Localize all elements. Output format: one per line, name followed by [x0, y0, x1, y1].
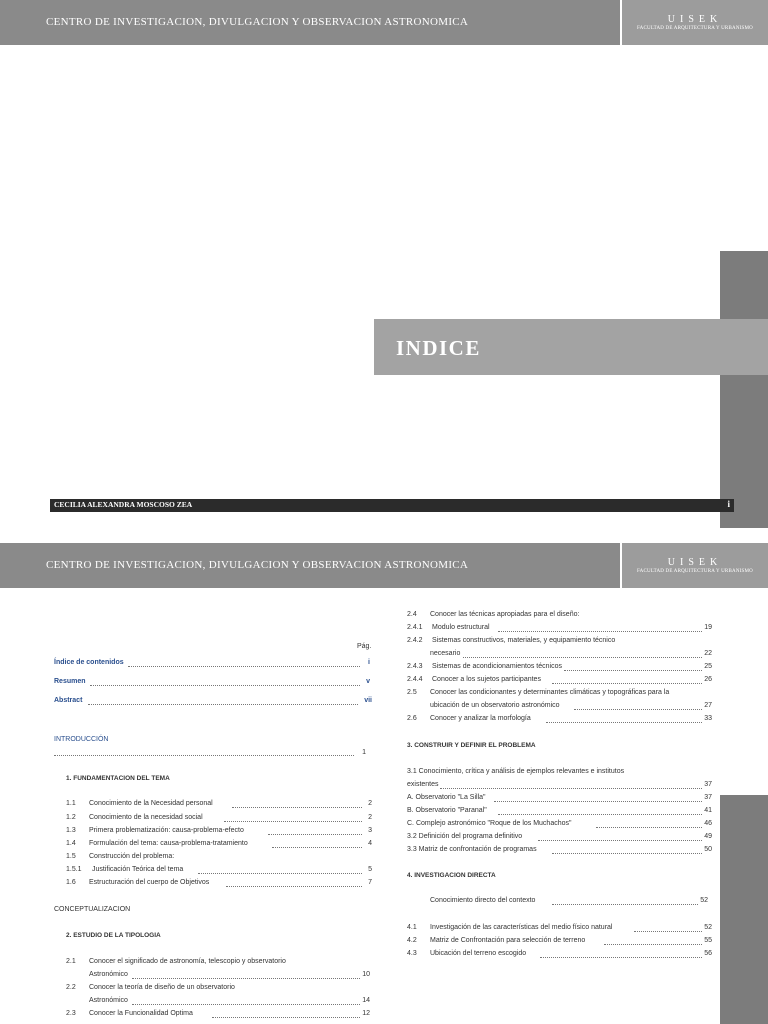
- toc-entry-indice[interactable]: [54, 659, 124, 666]
- toc-label: Índice de contenidos: [54, 659, 124, 666]
- toc-entry-introduccion[interactable]: [54, 736, 108, 743]
- toc-page: 46: [704, 820, 712, 827]
- toc-label: Primera problematización: causa-problema-efecto: [89, 827, 244, 834]
- toc-label: Ubicación del terreno escogido: [430, 950, 527, 957]
- toc-page: 33: [704, 715, 712, 722]
- logo-subtitle: FACULTAD DE ARQUITECTURA Y URBANISMO: [637, 26, 753, 31]
- toc-label: A. Observatorio "La Silla": [407, 794, 486, 801]
- toc-num: 2.2: [66, 984, 76, 991]
- toc-page: 12: [362, 1010, 370, 1017]
- toc-num: 2.4.3: [407, 663, 423, 670]
- toc-page: 2: [368, 800, 372, 807]
- toc-label: INTRODUCCIÓN: [54, 736, 109, 743]
- logo-text: UISEK: [667, 14, 723, 25]
- toc-page: 41: [704, 807, 712, 814]
- toc-page: 52: [700, 897, 708, 904]
- toc-label: Conocer la Funcionalidad Optima: [89, 1010, 193, 1017]
- toc-num: 2.3: [66, 1010, 76, 1017]
- toc-leader: [132, 1004, 360, 1005]
- toc-num: 1.3: [66, 827, 76, 834]
- toc-page: 56: [704, 950, 712, 957]
- toc-label: Conocimiento de la Necesidad personal: [89, 800, 213, 807]
- toc-label: Resumen: [54, 678, 86, 685]
- toc-leader: [90, 685, 360, 686]
- toc-page: 50: [704, 846, 712, 853]
- toc-label: Conocer y analizar la morfología: [430, 715, 531, 722]
- toc-page: 25: [704, 663, 712, 670]
- header-title: CENTRO DE INVESTIGACION, DIVULGACION Y OBSERVACION ASTRONOMICA: [46, 559, 469, 571]
- toc-leader: [494, 801, 702, 802]
- toc-num: 2.5: [407, 689, 417, 696]
- toc-label: 3.3 Matriz de confrontación de programas: [407, 846, 537, 853]
- toc-page: v: [366, 678, 370, 685]
- section-heading-4: 4. INVESTIGACION DIRECTA: [407, 872, 496, 879]
- toc-leader: [546, 722, 702, 723]
- logo-text: UISEK: [667, 557, 723, 568]
- toc-leader: [226, 886, 362, 887]
- toc-leader: [498, 814, 702, 815]
- toc-num: 4.3: [407, 950, 417, 957]
- toc-num: 2.4: [407, 611, 417, 618]
- toc-label: Conocer a los sujetos participantes: [432, 676, 541, 683]
- toc-leader: [224, 821, 362, 822]
- pag-label: Pág.: [357, 643, 372, 650]
- section-title: INDICE: [396, 336, 481, 360]
- toc-label: Construcción del problema:: [89, 853, 175, 860]
- toc-leader: [498, 631, 702, 632]
- toc-label: Conocer las condicionantes y determinantes climáticas y topográficas para la: [430, 689, 670, 696]
- toc-leader: [128, 666, 360, 667]
- toc-label: Formulación del tema: causa-problema-tratamiento: [89, 840, 248, 847]
- toc-page: 22: [704, 650, 712, 657]
- toc-entry-abstract[interactable]: [54, 697, 82, 704]
- toc-label: 3.2 Definición del programa definitivo: [407, 833, 523, 840]
- toc-leader: [564, 670, 702, 671]
- toc-page: 5: [368, 866, 372, 873]
- toc-label: 3.1 Conocimiento, crítica y análisis de ejemplos relevantes e institutos: [407, 768, 625, 775]
- section-heading-2: 2. ESTUDIO DE LA TIPOLOGIA: [66, 932, 161, 939]
- toc-page: 19: [704, 624, 712, 631]
- page-number: i: [727, 499, 730, 509]
- toc-num: 1.6: [66, 879, 76, 886]
- toc-num: 2.4.2: [407, 637, 423, 644]
- toc-page: 52: [704, 924, 712, 931]
- toc-label: Conocimiento directo del contexto: [430, 897, 536, 904]
- toc-label-cont: necesario: [430, 650, 461, 657]
- toc-label: Conocimiento de la necesidad social: [89, 814, 203, 821]
- toc-num: 1.2: [66, 814, 76, 821]
- toc-leader: [552, 683, 702, 684]
- toc-leader: [552, 904, 698, 905]
- toc-num: 1.5.1: [66, 866, 82, 873]
- toc-num: 1.4: [66, 840, 76, 847]
- toc-leader: [54, 755, 354, 756]
- toc-label: Modulo estructural: [432, 624, 490, 631]
- toc-label: Sistemas de acondicionamientos técnicos: [432, 663, 562, 670]
- toc-page: 49: [704, 833, 712, 840]
- toc-leader: [440, 788, 702, 789]
- toc-label: C. Complejo astronómico "Roque de los Muchachos": [407, 820, 572, 827]
- toc-page: 26: [704, 676, 712, 683]
- toc-label: Justificación Teórica del tema: [92, 866, 184, 873]
- toc-leader: [596, 827, 702, 828]
- toc-leader: [634, 931, 702, 932]
- toc-leader: [538, 840, 702, 841]
- toc-label-cont: ubicación de un observatorio astronómico: [430, 702, 560, 709]
- toc-num: 2.4.1: [407, 624, 423, 631]
- logo-subtitle: FACULTAD DE ARQUITECTURA Y URBANISMO: [637, 569, 753, 574]
- toc-page: 14: [362, 997, 370, 1004]
- toc-leader: [574, 709, 702, 710]
- toc-label: Abstract: [54, 697, 83, 704]
- conceptualizacion-heading: CONCEPTUALIZACION: [54, 906, 131, 913]
- toc-page: 7: [368, 879, 372, 886]
- toc-label: B. Observatorio "Paranal": [407, 807, 487, 814]
- toc-num: 4.2: [407, 937, 417, 944]
- toc-page: 2: [368, 814, 372, 821]
- toc-leader: [463, 657, 702, 658]
- toc-num: 1.5: [66, 853, 76, 860]
- header-title: CENTRO DE INVESTIGACION, DIVULGACION Y OBSERVACION ASTRONOMICA: [46, 16, 469, 28]
- toc-num: 2.6: [407, 715, 417, 722]
- toc-leader: [232, 807, 362, 808]
- toc-page: 10: [362, 971, 370, 978]
- toc-leader: [540, 957, 702, 958]
- toc-leader: [212, 1017, 360, 1018]
- toc-num: 1.1: [66, 800, 76, 807]
- toc-leader: [198, 873, 362, 874]
- toc-label: Conocer el significado de astronomía, telescopio y observatorio: [89, 958, 286, 965]
- toc-label: Sistemas constructivos, materiales, y equipamiento técnico: [432, 637, 616, 644]
- toc-label-cont: Astronómico: [89, 971, 128, 978]
- section-heading-1: 1. FUNDAMENTACION DEL TEMA: [66, 775, 170, 782]
- toc-label: Conocer la teoría de diseño de un observatorio: [89, 984, 235, 991]
- toc-label: Conocer las técnicas apropiadas para el diseño:: [430, 611, 580, 618]
- toc-label-cont: Astronómico: [89, 997, 128, 1004]
- toc-leader: [272, 847, 362, 848]
- toc-leader: [604, 944, 702, 945]
- toc-leader: [268, 834, 362, 835]
- toc-page: vii: [364, 697, 372, 704]
- toc-num: 2.4.4: [407, 676, 423, 683]
- toc-leader: [88, 704, 358, 705]
- toc-page: 3: [368, 827, 372, 834]
- toc-leader: [552, 853, 702, 854]
- toc-page: 4: [368, 840, 372, 847]
- toc-page: 37: [704, 794, 712, 801]
- toc-label: Investigación de las características del medio físico natural: [430, 924, 613, 931]
- section-heading-3: 3. CONSTRUIR Y DEFINIR EL PROBLEMA: [407, 742, 536, 749]
- toc-num: 2.1: [66, 958, 76, 965]
- toc-entry-resumen[interactable]: [54, 678, 86, 685]
- toc-label: Matriz de Confrontación para selección de terreno: [430, 937, 586, 944]
- toc-page: 27: [704, 702, 712, 709]
- toc-leader: [132, 978, 360, 979]
- toc-page: 55: [704, 937, 712, 944]
- toc-page: 37: [704, 781, 712, 788]
- toc-num: 4.1: [407, 924, 417, 931]
- toc-page: 1: [362, 749, 366, 756]
- toc-label: Estructuración del cuerpo de Objetivos: [89, 879, 210, 886]
- author-name: CECILIA ALEXANDRA MOSCOSO ZEA: [54, 500, 193, 509]
- toc-label-cont: existentes: [407, 781, 439, 788]
- toc-page: i: [368, 659, 370, 666]
